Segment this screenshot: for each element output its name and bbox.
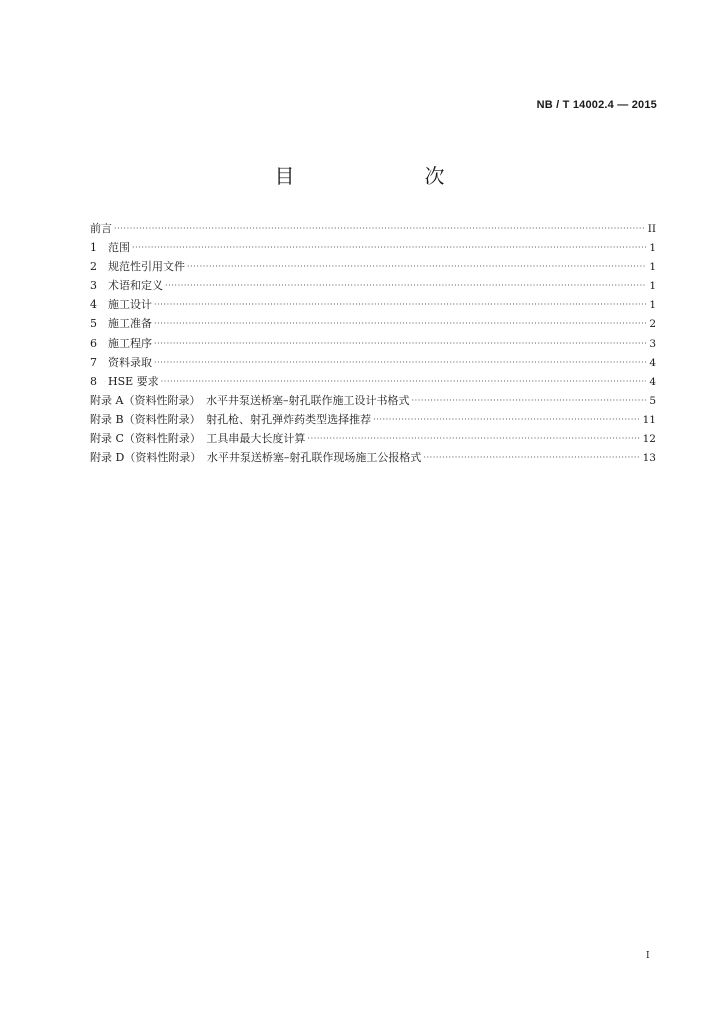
toc-entry-appendix-d[interactable]	[90, 448, 656, 467]
toc-entry-page: 2	[649, 318, 656, 331]
toc-leader-dots	[132, 238, 646, 257]
toc-entry-label: 附录 A（资料性附录） 水平井泵送桥塞–射孔联作施工设计书格式	[90, 393, 410, 407]
toc-entry-label: 前言	[90, 222, 112, 235]
toc-entry-label: 6 施工程序	[90, 336, 152, 350]
toc-entry-page: 1	[649, 242, 656, 255]
toc-entry-page: 1	[649, 299, 656, 312]
toc-entry-label: 附录 D（资料性附录） 水平井泵送桥塞–射孔联作现场施工公报格式	[90, 451, 422, 465]
toc-entry-page: 5	[649, 394, 656, 407]
toc-leader-dots	[187, 257, 646, 276]
toc-entry-label: 4 施工设计	[90, 298, 152, 312]
page-title: 目 次	[274, 164, 475, 188]
toc-entry-page: 12	[642, 433, 656, 446]
toc-entry-construction-design[interactable]	[90, 295, 656, 314]
toc-entry-hse-requirements[interactable]	[90, 372, 656, 391]
page-number: I	[646, 951, 650, 961]
toc-entry-appendix-a[interactable]	[90, 391, 656, 410]
toc-entry-scope[interactable]	[90, 238, 656, 257]
toc-entry-page: 4	[649, 356, 656, 369]
toc-entry-page: 1	[649, 261, 656, 274]
toc-leader-dots	[154, 353, 646, 372]
toc-entry-data-recording[interactable]	[90, 353, 656, 372]
toc-entry-label: 1 范围	[90, 241, 130, 255]
toc-entry-page: II	[647, 223, 656, 235]
toc-leader-dots	[411, 391, 646, 410]
toc-entry-construction-preparation[interactable]	[90, 314, 656, 333]
toc-entry-label: 3 术语和定义	[90, 279, 163, 293]
toc-leader-dots	[161, 372, 646, 391]
toc-entry-page: 13	[642, 452, 656, 465]
toc-entry-appendix-b[interactable]	[90, 410, 656, 429]
toc-entry-label: 7 资料录取	[90, 355, 152, 369]
toc-leader-dots	[154, 295, 646, 314]
toc-leader-dots	[114, 219, 646, 238]
toc-leader-dots	[154, 334, 646, 353]
toc-entry-page: 1	[649, 280, 656, 293]
toc-leader-dots	[154, 314, 646, 333]
toc-entry-page: 11	[642, 413, 656, 426]
toc-entry-construction-procedure[interactable]	[90, 334, 656, 353]
toc-leader-dots	[307, 429, 640, 448]
toc-entry-label: 附录 B（资料性附录） 射孔枪、射孔弹炸药类型选择推荐	[90, 412, 372, 426]
toc-entry-normative-references[interactable]	[90, 257, 656, 276]
toc-leader-dots	[423, 448, 640, 467]
toc-entry-label: 附录 C（资料性附录） 工具串最大长度计算	[90, 432, 306, 446]
toc-entry-page: 4	[649, 375, 656, 388]
toc-entry-label: 8 HSE 要求	[90, 374, 159, 388]
toc-entry-label: 2 规范性引用文件	[90, 260, 185, 274]
toc-entry-label: 5 施工准备	[90, 317, 152, 331]
toc-leader-dots	[373, 410, 641, 429]
toc-entry-page: 3	[649, 337, 656, 350]
toc-entry-terms[interactable]	[90, 276, 656, 295]
toc-leader-dots	[165, 276, 646, 295]
toc-entry-foreword[interactable]	[90, 219, 656, 238]
standard-code: NB / T 14002.4 — 2015	[536, 99, 657, 111]
toc-entry-appendix-c[interactable]	[90, 429, 656, 448]
table-of-contents	[90, 219, 656, 467]
